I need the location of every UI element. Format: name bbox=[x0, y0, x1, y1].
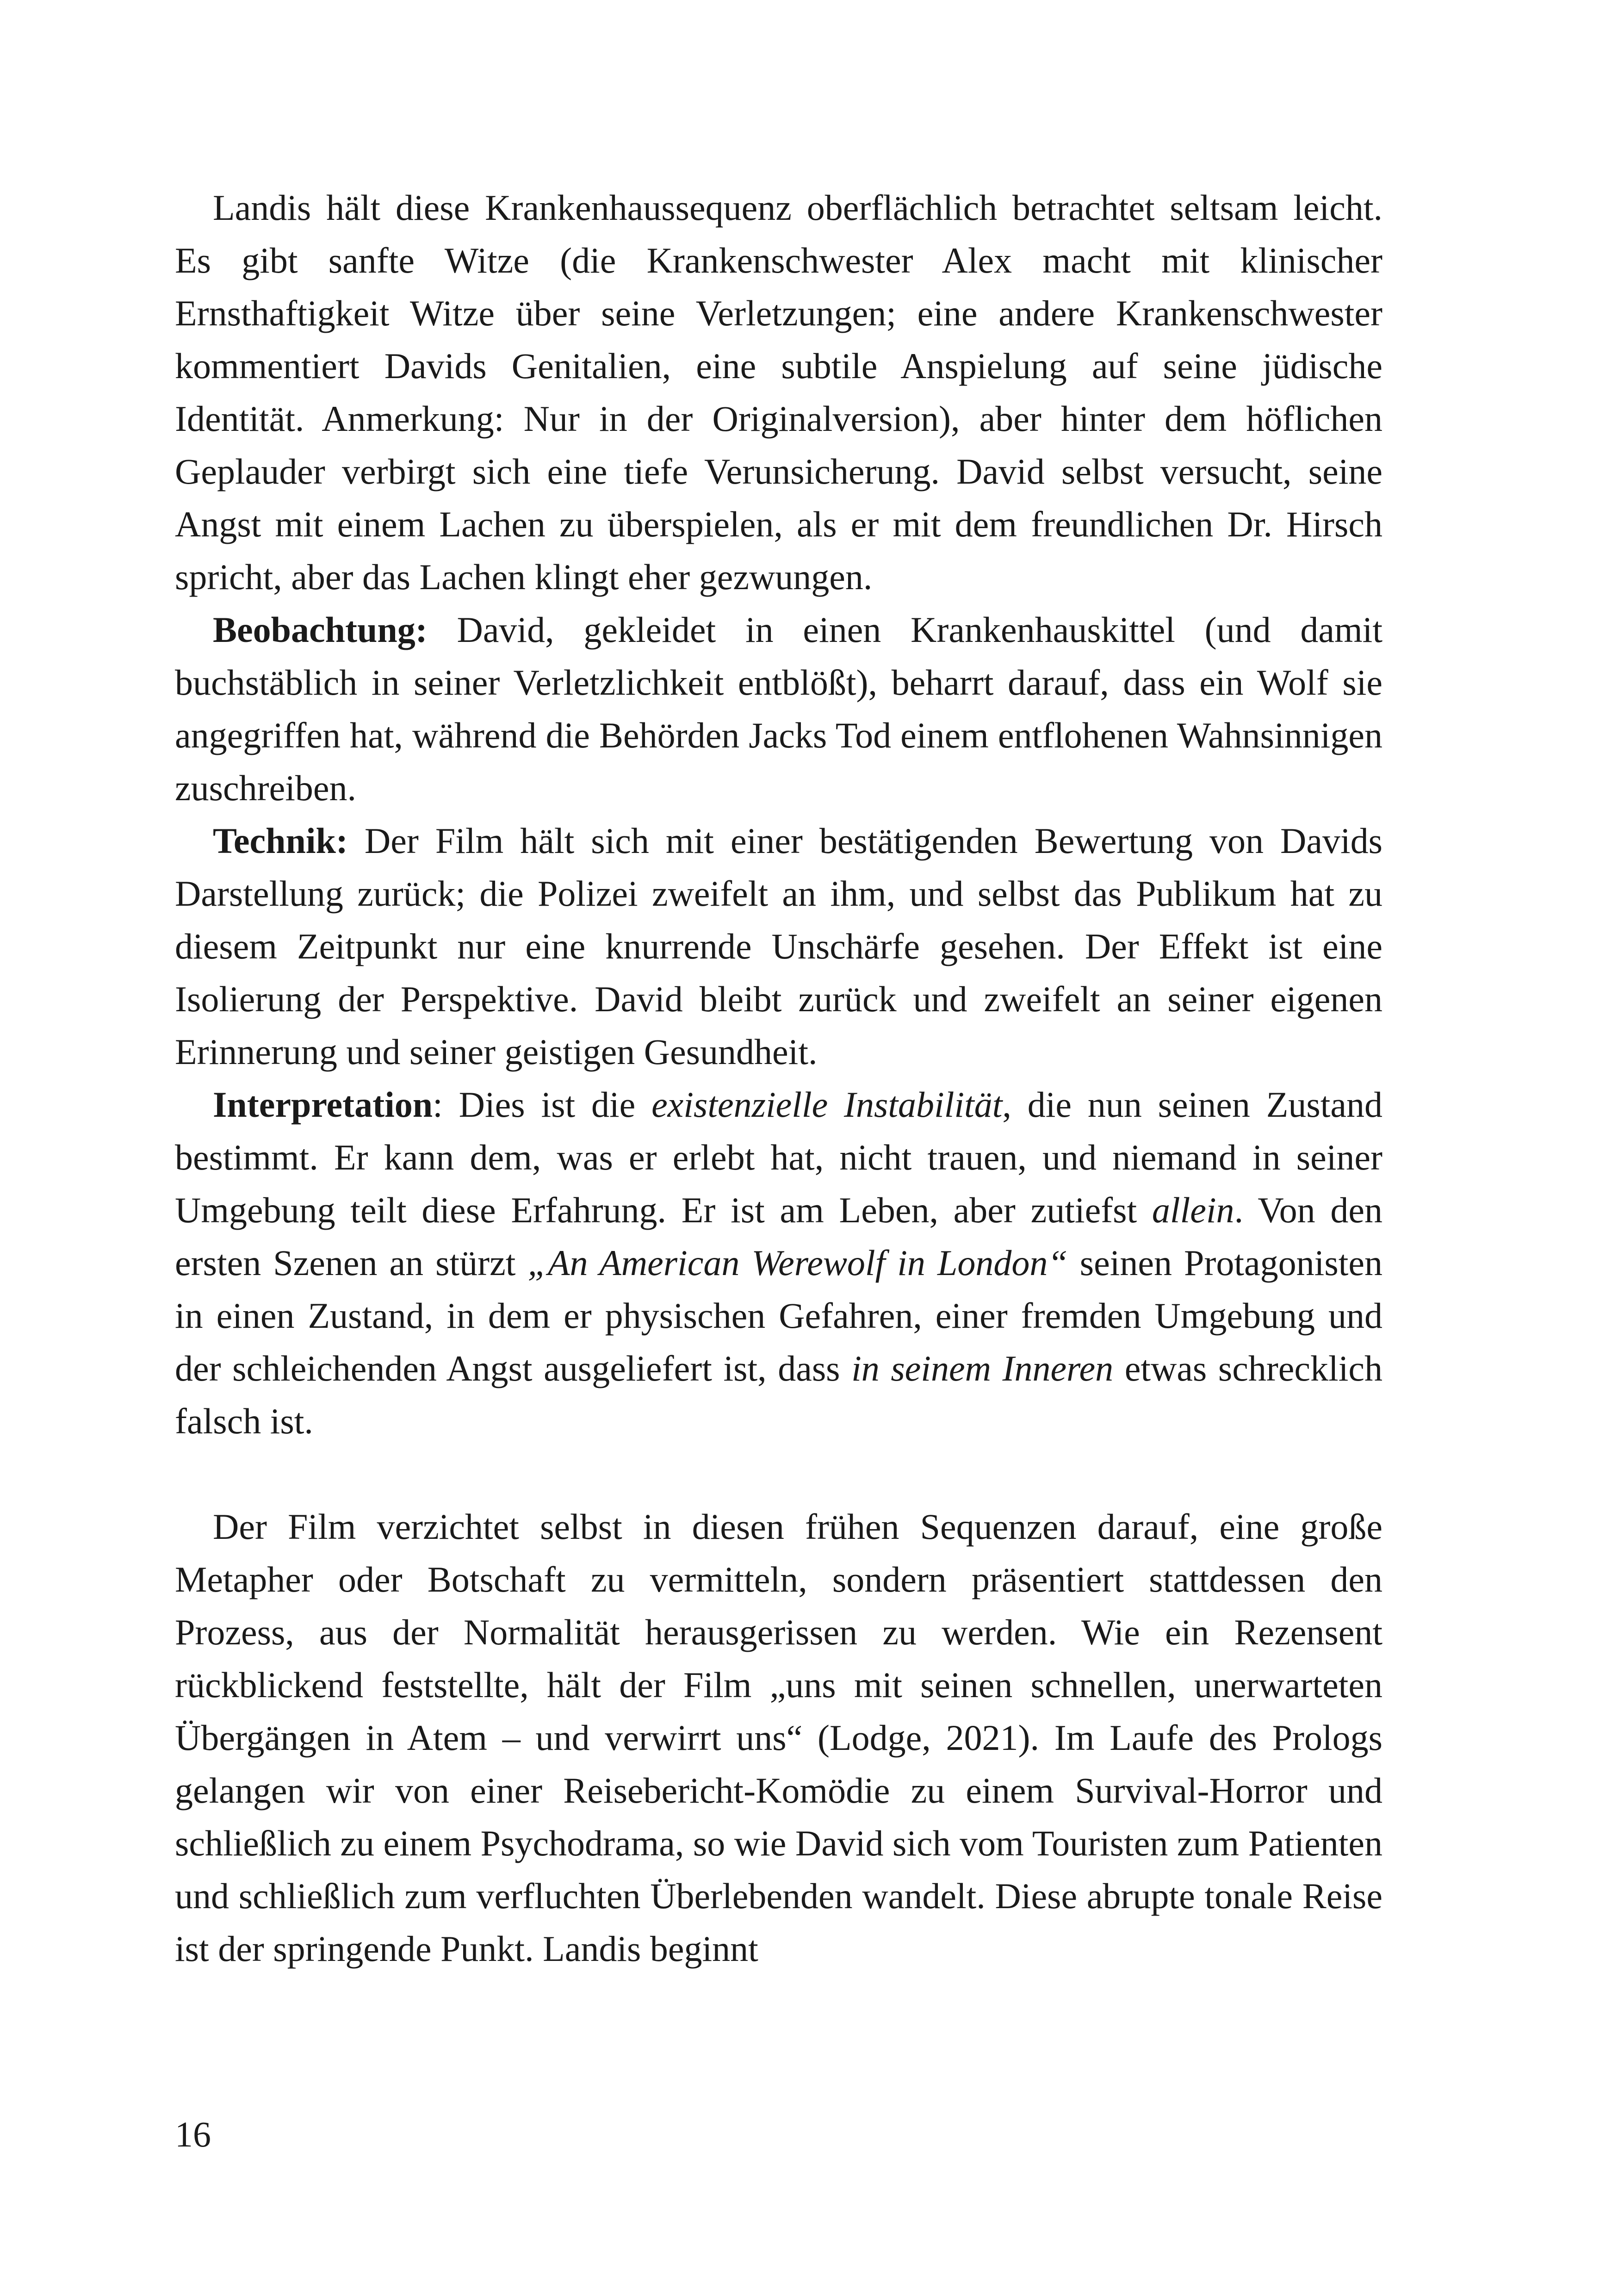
paragraph-text: . Von den ersten Szenen an stürzt bbox=[175, 1190, 1382, 1283]
paragraph-text: seinen Protagonisten in einen Zustand, in dem er physischen Gefahren, einer fremden Umgebung und der schleichenden Angst ausgeliefert ist, dass bbox=[175, 1243, 1382, 1388]
emphasis-text: existenzielle Instabilität bbox=[651, 1084, 1003, 1125]
paragraph-text: etwas schrecklich falsch ist. bbox=[175, 1348, 1382, 1441]
paragraph-lead-label: Beobachtung: bbox=[213, 610, 428, 650]
emphasis-text: in seinem Inneren bbox=[851, 1348, 1114, 1388]
paragraph-lead-label: Interpretation bbox=[213, 1084, 433, 1125]
paragraph-text: , die nun seinen Zustand bestimmt. Er kann dem, was er erlebt hat, nicht trauen, und niemand in seiner Umgebung teilt diese Erfahrung. Er ist am Leben, aber zutiefst bbox=[175, 1084, 1382, 1230]
paragraph-interpretation bbox=[175, 1078, 1382, 1448]
emphasis-text: allein bbox=[1152, 1190, 1234, 1230]
paragraph-hospital-sequence bbox=[175, 181, 1382, 604]
paragraph-technique bbox=[175, 815, 1382, 1078]
paragraph-text: Landis hält diese Krankenhaussequenz oberflächlich betrachtet seltsam leicht. Es gibt sanfte Witze (die Krankenschwester Alex macht mit klinischer Ernsthaftigkeit Witze über seine Verletzungen; eine andere Krankenschwester kommentiert Davids Genitalien, eine subtile Anspielung auf seine jüdische Identität. Anmerkung: Nur in der Originalversion), aber hinter dem höflichen Geplauder verbirgt sich eine tiefe Verunsicherung. David selbst versucht, seine Angst mit einem Lachen zu überspielen, als er mit dem freundlichen Dr. Hirsch spricht, aber das Lachen klingt eher gezwungen. bbox=[175, 187, 1382, 597]
paragraph-observation bbox=[175, 604, 1382, 815]
paragraph-lead-label: Technik: bbox=[213, 821, 348, 861]
page-number: 16 bbox=[175, 2114, 211, 2154]
film-title-emphasis: „An American Werewolf in London“ bbox=[527, 1243, 1068, 1283]
paragraph-prologue-summary bbox=[175, 1500, 1382, 1975]
paragraph-text: Der Film verzichtet selbst in diesen frühen Sequenzen darauf, eine große Metapher oder Botschaft zu vermitteln, sondern präsentiert stattdessen den Prozess, aus der Normalität herausgerissen zu werden. Wie ein Rezensent rückblickend feststellte, hält der Film „uns mit seinen schnellen, unerwarteten Übergängen in Atem – und verwirrt uns“ (Lodge, 2021). Im Laufe des Prologs gelangen wir von einer Reisebericht-Komödie zu einem Survival-Horror und schließlich zu einem Psychodrama, so wie David sich vom Touristen zum Patienten und schließlich zum verfluchten Überlebenden wandelt. Diese abrupte tonale Reise ist der springende Punkt. Landis beginnt bbox=[175, 1506, 1382, 1969]
paragraph-text: Der Film hält sich mit einer bestätigenden Bewertung von Davids Darstellung zurück; die Polizei zweifelt an ihm, und selbst das Publikum hat zu diesem Zeitpunkt nur eine knurrende Unschärfe gesehen. Der Effekt ist eine Isolierung der Perspektive. David bleibt zurück und zweifelt an seiner eigenen Erinnerung und seiner geistigen Gesundheit. bbox=[175, 821, 1382, 1072]
body-text bbox=[175, 181, 1382, 1975]
paragraph-text: : Dies ist die bbox=[433, 1084, 652, 1125]
paragraph-text: David, gekleidet in einen Krankenhauskittel (und damit buchstäblich in seiner Verletzlichkeit entblößt), beharrt darauf, dass ein Wolf sie angegriffen hat, während die Behörden Jacks Tod einem entflohenen Wahnsinnigen zuschreiben. bbox=[175, 610, 1382, 808]
